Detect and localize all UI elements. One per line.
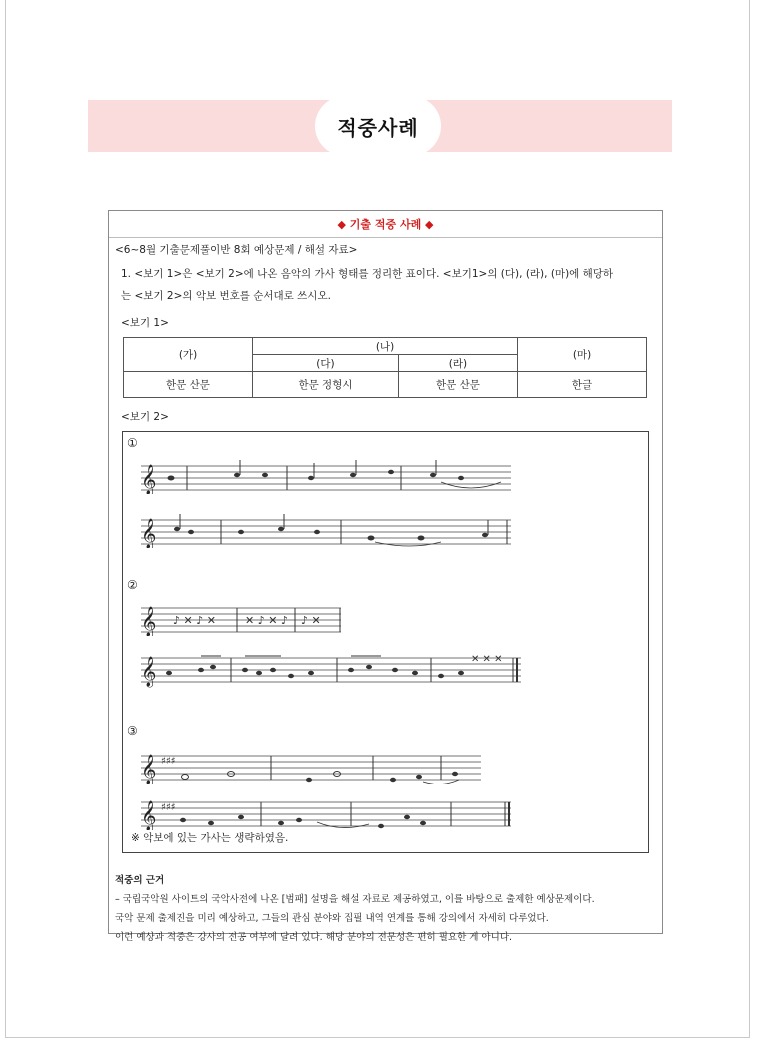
question-line-1: 1. <보기 1>은 <보기 2>에 나온 음악의 가사 형태를 정리한 표이다. <보기1>의 (다), (라), (마)에 해당하 [121,268,614,280]
cell-row-4: 한글 [518,372,647,398]
staff-3b [141,794,511,830]
staff-3a [141,748,481,784]
svg-text:✕ ♪ ✕ ♪: ✕ ♪ ✕ ♪ [245,614,288,627]
svg-text:𝄞: 𝄞 [141,465,157,494]
svg-text:𝄞: 𝄞 [141,755,157,784]
staff-1a [141,458,511,494]
question-line-2: 는 <보기 2>의 악보 번호를 순서대로 쓰시오. [121,290,331,302]
question-text [109,257,662,307]
cell-na: (나) [253,338,518,355]
staff-2b [141,650,521,690]
basis-section [115,871,660,947]
bogi1-table [123,337,647,398]
svg-text:♯♯♯: ♯♯♯ [161,756,176,767]
example-box [108,210,663,943]
label-bogi-1: <보기 1> [121,317,169,329]
svg-text:♪ ✕ ♪ ✕: ♪ ✕ ♪ ✕ [173,614,216,627]
cell-row-3: 한문 산문 [398,372,517,398]
score-number-3: ③ [127,724,138,738]
svg-text:𝄞: 𝄞 [141,657,157,687]
svg-text:♯♯♯: ♯♯♯ [161,802,176,813]
svg-text:♪ ✕: ♪ ✕ [301,614,321,627]
label-bogi-2: <보기 2> [121,411,169,423]
box-heading: ◆ 기출 적중 사례 ◆ [109,211,662,238]
score-number-1: ① [127,436,138,450]
cell-ma: (마) [518,338,647,372]
svg-text:✕ ✕ ✕: ✕ ✕ ✕ [471,654,503,665]
score-frame [122,431,649,853]
cell-ga: (가) [124,338,253,372]
basis-title: 적중의 근거 [115,875,165,886]
staff-1b [141,512,511,548]
cell-row-1: 한문 산문 [124,372,253,398]
svg-text:𝄞: 𝄞 [141,801,157,830]
basis-line-3: 이런 예상과 적중은 강사의 전공 여부에 달려 있다. 해당 분야의 전문성은 편히 필요한 게 아니다. [115,932,513,943]
cell-da: (다) [253,355,399,372]
staff-2a [141,600,341,636]
source-line: <6~8월 기출문제풀이반 8회 예상문제 / 해설 자료> [115,244,358,256]
cell-row-2: 한문 정형시 [253,372,399,398]
svg-text:𝄞: 𝄞 [141,519,157,548]
cell-ra: (라) [398,355,517,372]
basis-line-1: – 국립국악원 사이트의 국악사전에 나온 [범패] 설명을 해설 자료로 제공하였고, 이를 바탕으로 출제한 예상문제이다. [115,894,595,905]
page-title: 적중사례 [315,96,441,156]
basis-line-2: 국악 문제 출제진을 미리 예상하고, 그들의 관심 분야와 집필 내역 연계를 통해 강의에서 자세히 다루었다. [115,913,549,924]
score-note: ※ 악보에 있는 가사는 생략하였음. [131,832,289,844]
svg-text:𝄞: 𝄞 [141,607,157,636]
score-number-2: ② [127,578,138,592]
